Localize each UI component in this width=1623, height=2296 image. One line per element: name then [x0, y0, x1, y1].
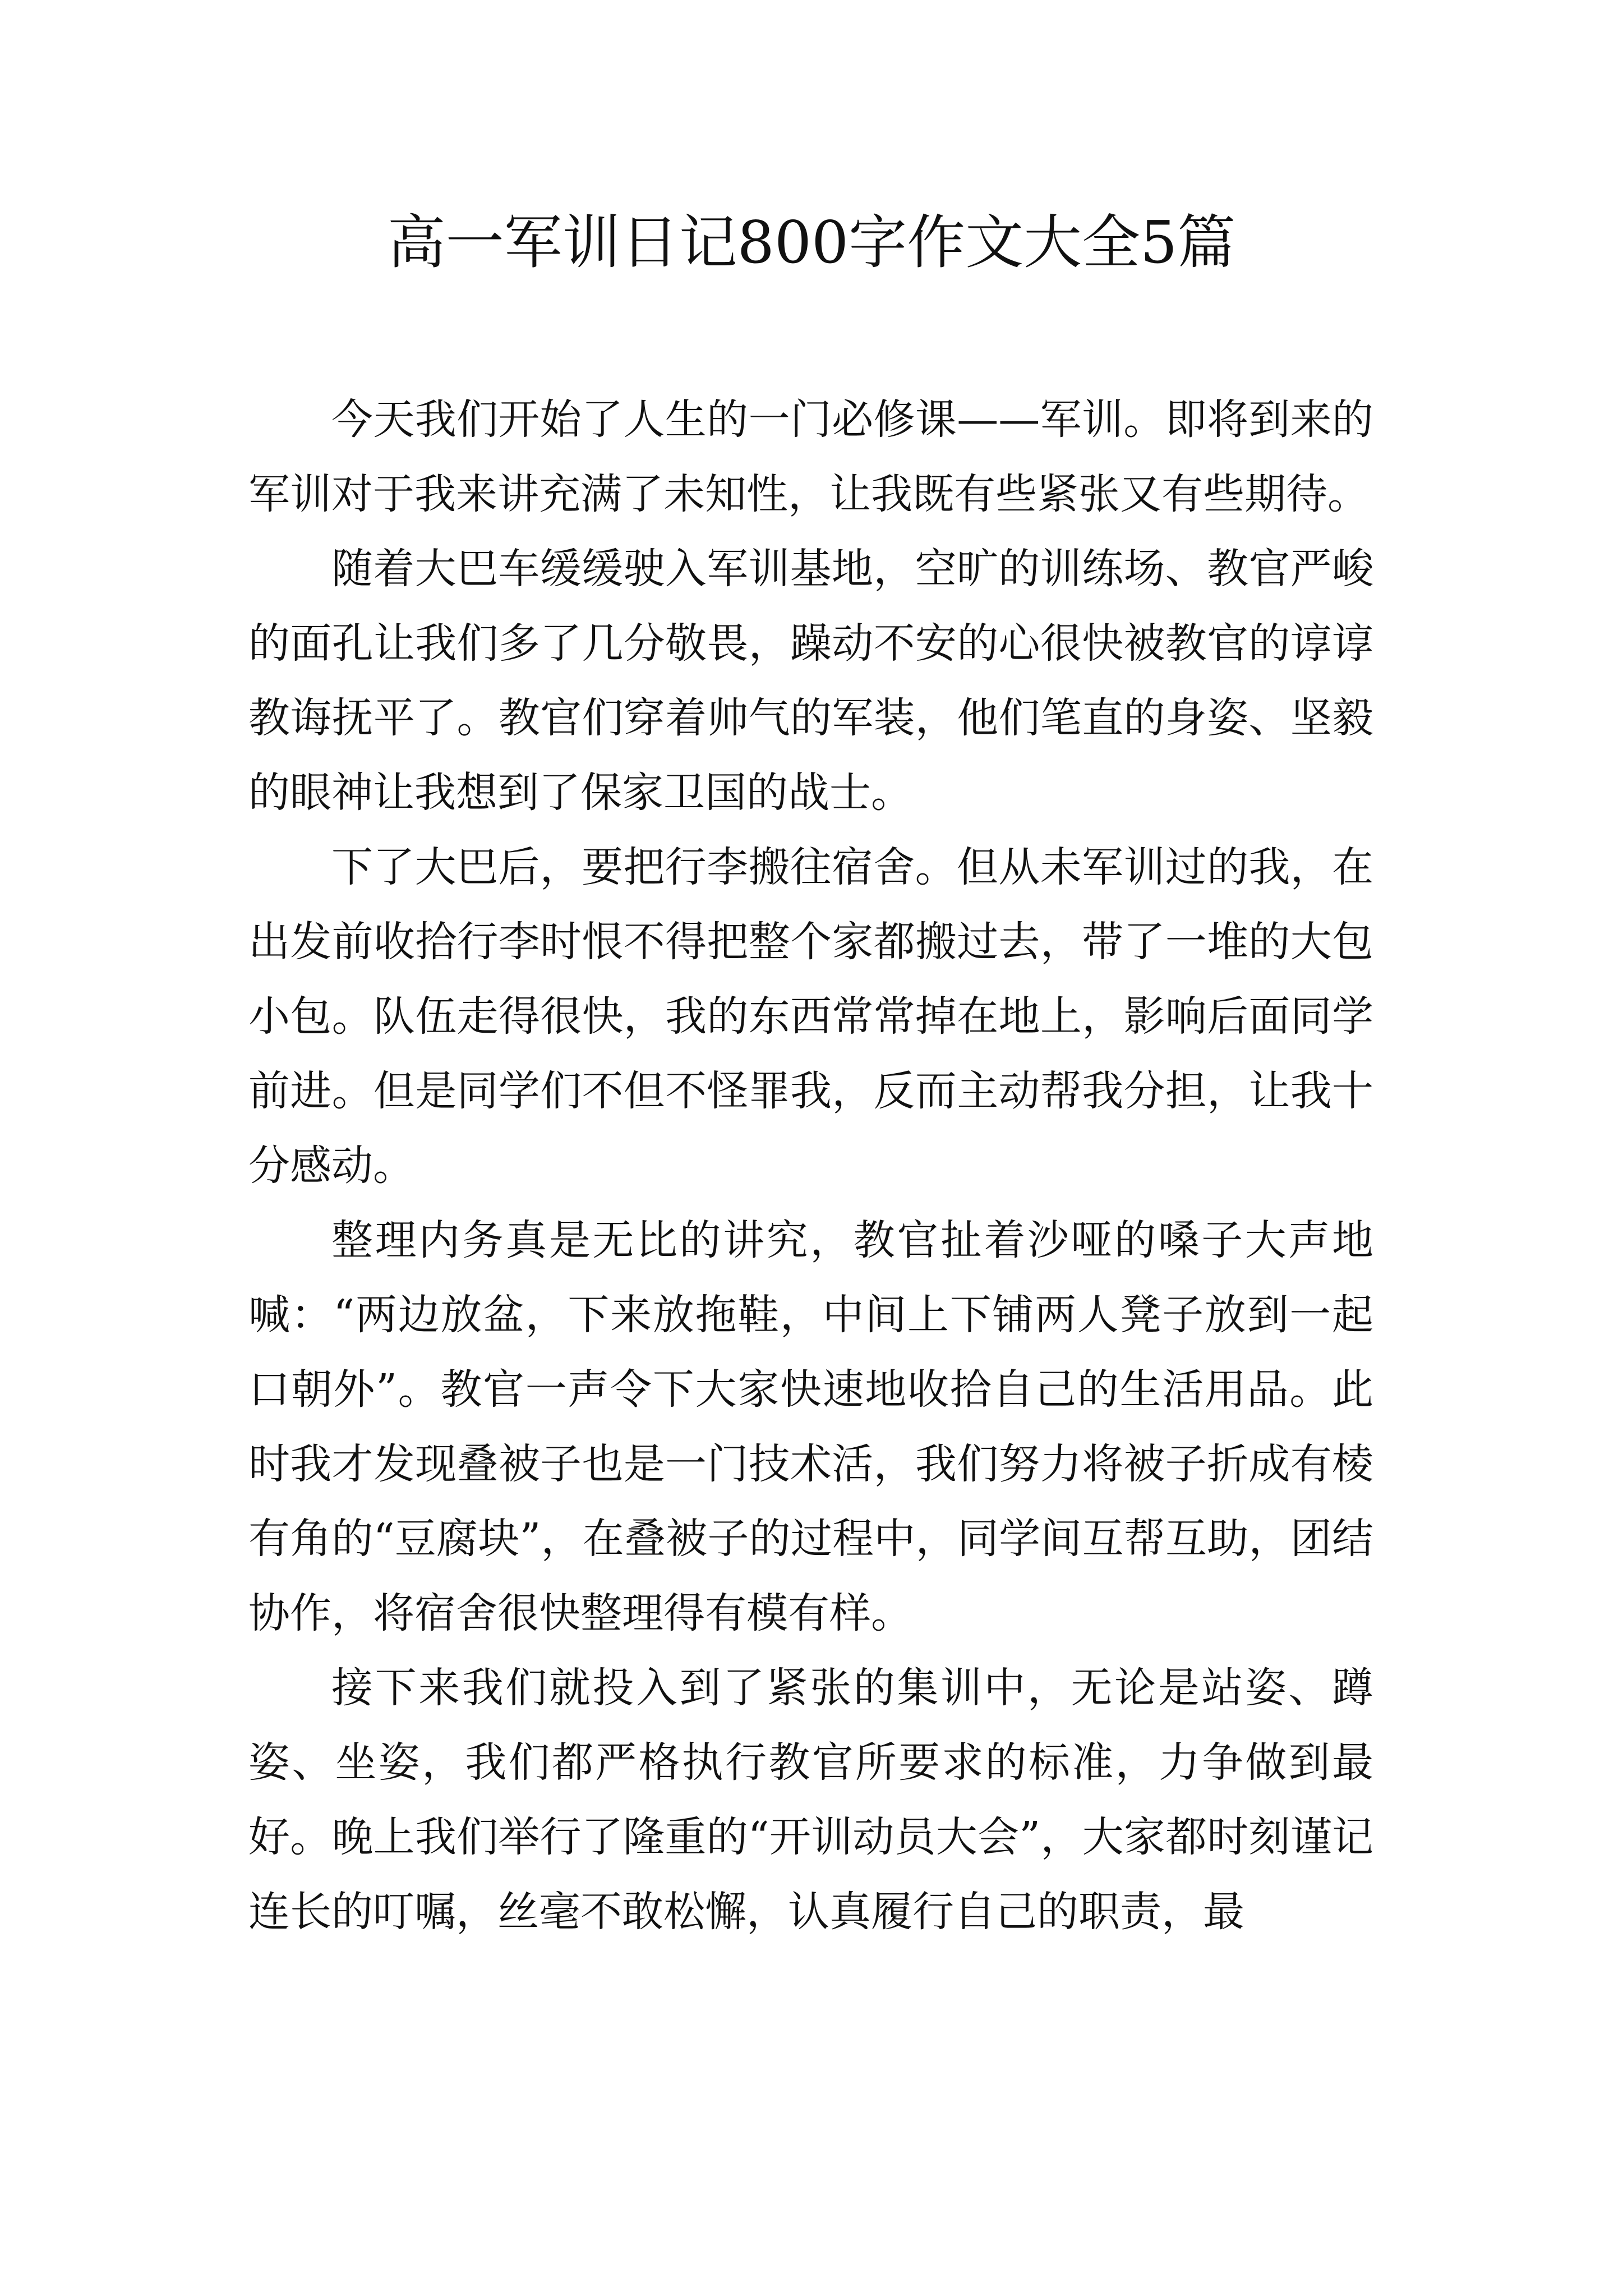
paragraph: 下了大巴后，要把行李搬往宿舍。但从未军训过的我，在出发前收拾行李时恨不得把整个家都搬过去，带了一堆的大包小包。队伍走得很快，我的东西常常掉在地上，影响后面同学前进。但是同学们不但不怪罪我，反而主动帮我分担，让我十分感动。 [248, 843, 1373, 1190]
paragraph: 随着大巴车缓缓驶入军训基地，空旷的训练场、教官严峻的面孔让我们多了几分敬畏，躁动不安的心很快被教官的谆谆教诲抚平了。教官们穿着帅气的军装，他们笔直的身姿、坚毅的眼神让我想到了保家卫国的战士。 [248, 545, 1373, 817]
document-title: 高一军训日记800字作文大全5篇 [387, 208, 1236, 277]
paragraph: 整理内务真是无比的讲究，教官扯着沙哑的嗓子大声地喊：“两边放盆，下来放拖鞋，中间上下铺两人凳子放到一起口朝外”。教官一声令下大家快速地收拾自己的生活用品。此时我才发现叠被子也是一门技术活，我们努力将被子折成有棱有角的“豆腐块”，在叠被子的过程中，同学间互帮互助，团结协作，将宿舍很快整理得有模有样。 [248, 1216, 1373, 1637]
paragraph: 接下来我们就投入到了紧张的集训中，无论是站姿、蹲姿、坐姿，我们都严格执行教官所要求的标准，力争做到最好。晚上我们举行了隆重的“开训动员大会”，大家都时刻谨记连长的叮嘱，丝毫不敢松懈，认真履行自己的职责，最 [248, 1664, 1373, 1936]
paragraph: 今天我们开始了人生的一门必修课——军训。即将到来的军训对于我来讲充满了未知性，让我既有些紧张又有些期待。 [248, 395, 1373, 518]
document-body [248, 383, 1373, 1949]
